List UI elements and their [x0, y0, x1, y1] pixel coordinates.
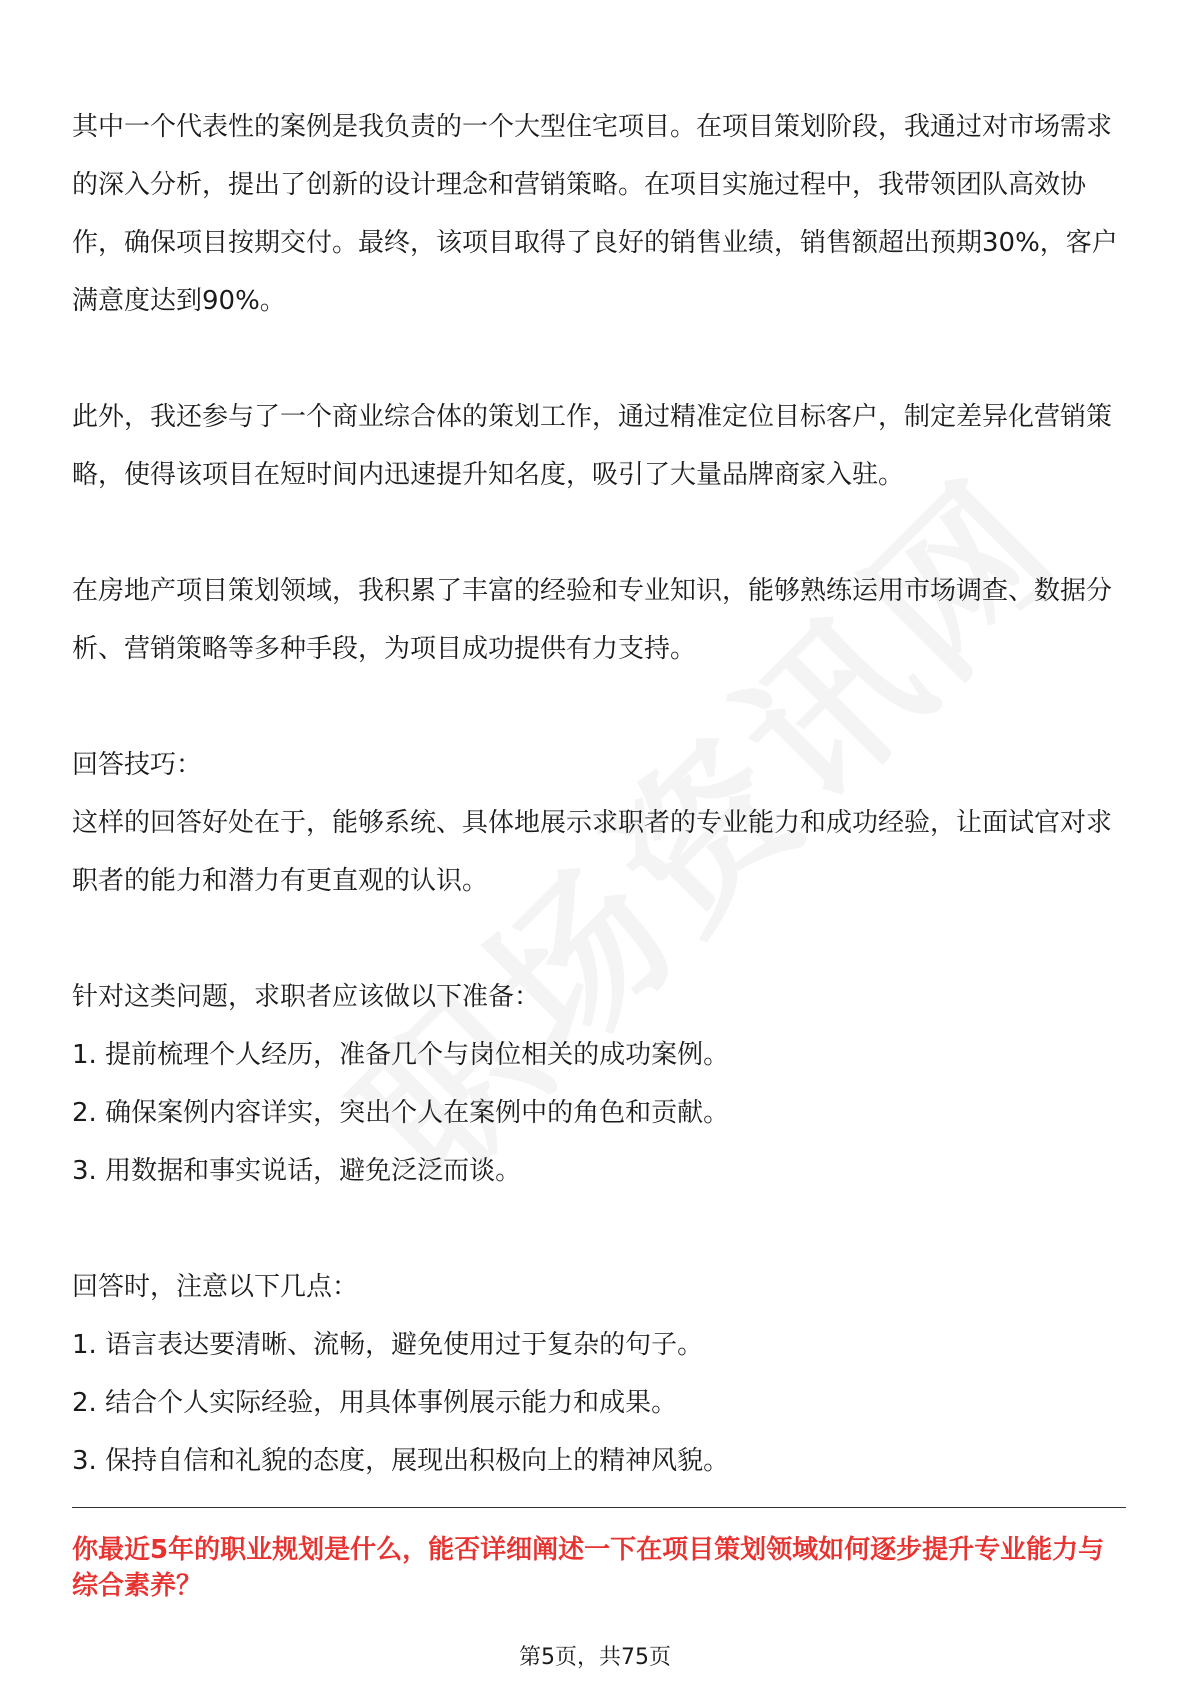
prep-item: 3. 用数据和事实说话，避免泛泛而谈。	[72, 1156, 522, 1186]
notes-heading: 回答时，注意以下几点：	[72, 1272, 359, 1302]
case-paragraph-1: 其中一个代表性的案例是我负责的一个大型住宅项目。在项目策划阶段，我通过对市场需求的深入分析，提出了创新的设计理念和营销策略。在项目实施过程中，我带领团队高效协作，确保项目按期交付。最终，该项目取得了良好的销售业绩，销售额超出预期30%，客户满意度达到90%。	[72, 112, 1118, 316]
tips-heading: 回答技巧：	[72, 750, 203, 780]
next-question-heading: 你最近5年的职业规划是什么，能否详细阐述一下在项目策划领域如何逐步提升专业能力与综合素养？	[72, 1535, 1105, 1601]
prep-heading: 针对这类问题，求职者应该做以下准备：	[72, 982, 541, 1012]
prep-item: 1. 提前梳理个人经历，准备几个与岗位相关的成功案例。	[72, 1040, 730, 1070]
section-divider	[72, 1507, 1126, 1508]
prep-item: 2. 确保案例内容详实，突出个人在案例中的角色和贡献。	[72, 1098, 730, 1128]
notes-item: 2. 结合个人实际经验，用具体事例展示能力和成果。	[72, 1388, 678, 1418]
summary-paragraph: 在房地产项目策划领域，我积累了丰富的经验和专业知识，能够熟练运用市场调查、数据分析、营销策略等多种手段，为项目成功提供有力支持。	[72, 576, 1113, 664]
page-number: 第5页，共75页	[519, 1645, 671, 1670]
notes-item: 3. 保持自信和礼貌的态度，展现出积极向上的精神风貌。	[72, 1446, 730, 1476]
case-paragraph-2: 此外，我还参与了一个商业综合体的策划工作，通过精准定位目标客户，制定差异化营销策略，使得该项目在短时间内迅速提升知名度，吸引了大量品牌商家入驻。	[72, 402, 1113, 490]
tips-body: 这样的回答好处在于，能够系统、具体地展示求职者的专业能力和成功经验，让面试官对求职者的能力和潜力有更直观的认识。	[72, 808, 1113, 896]
answer-body	[72, 98, 1122, 1490]
notes-item: 1. 语言表达要清晰、流畅，避免使用过于复杂的句子。	[72, 1330, 704, 1360]
